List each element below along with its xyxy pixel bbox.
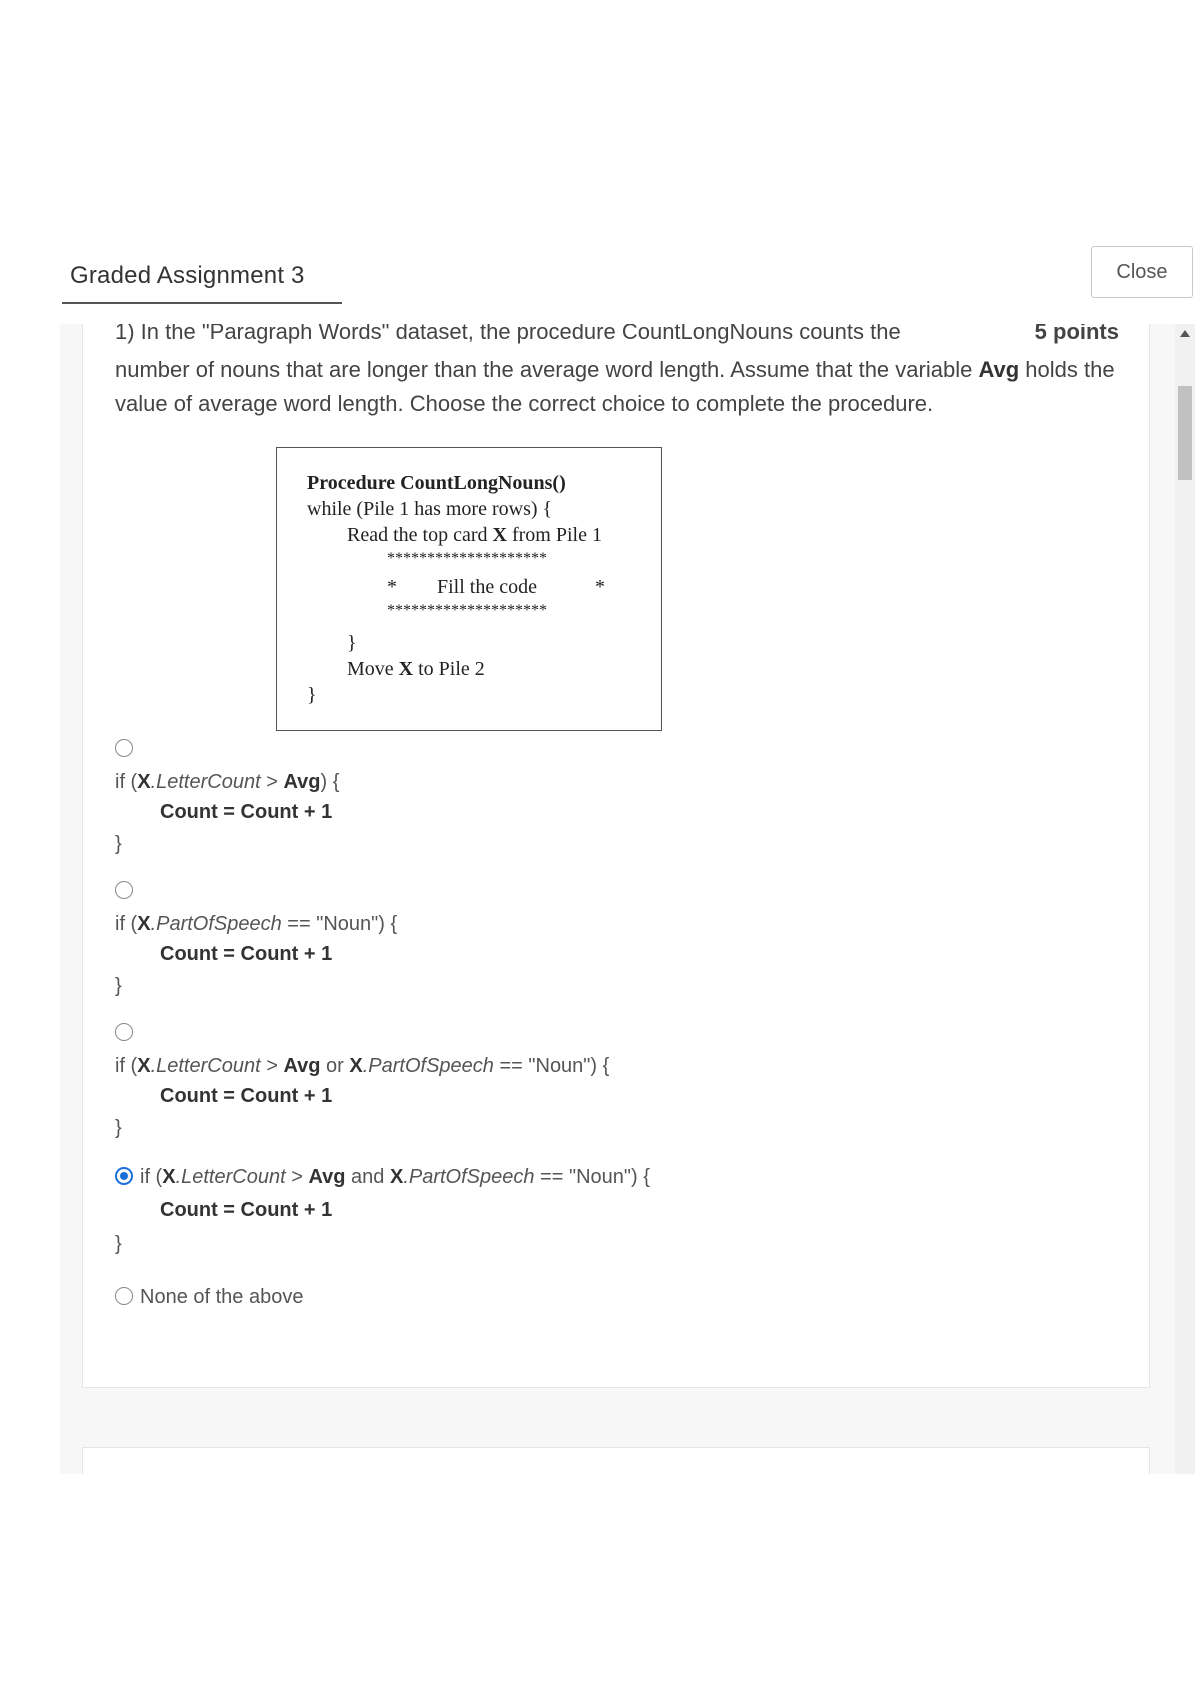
- opt3-or: or: [320, 1055, 350, 1077]
- opt1-x: X: [137, 771, 151, 793]
- procedure-box: [276, 447, 662, 731]
- scroll-thumb[interactable]: [1178, 386, 1192, 480]
- page-title: Graded Assignment 3: [70, 262, 305, 289]
- option-4-radio[interactable]: [115, 1167, 133, 1185]
- option-2-radio[interactable]: [115, 881, 133, 899]
- opt4-and: and: [345, 1166, 390, 1188]
- opt2-post: == "Noun") {: [281, 913, 398, 935]
- procedure-fill-right-star: *: [595, 576, 605, 598]
- opt2-x: X: [137, 913, 151, 935]
- move-line-text-end: to Pile 2: [413, 658, 485, 680]
- procedure-while-line: while (Pile 1 has more rows) {: [307, 498, 553, 520]
- opt4-x: X: [162, 1166, 176, 1188]
- modal-header: [0, 240, 1200, 322]
- title-underline: [62, 302, 342, 304]
- opt1-post: ) {: [320, 771, 340, 793]
- read-line-text: Read the top card: [347, 524, 493, 546]
- opt4-prop: .LetterCount: [175, 1166, 286, 1188]
- option-5-label[interactable]: None of the above: [140, 1286, 304, 1308]
- procedure-outer-close: }: [307, 684, 317, 706]
- opt1-prop: .LetterCount: [150, 771, 261, 793]
- opt3-post: == "Noun") {: [493, 1055, 610, 1077]
- scrollbar[interactable]: [1175, 324, 1195, 1474]
- close-button[interactable]: Close: [1091, 246, 1193, 298]
- option-1-line-1[interactable]: [115, 769, 339, 795]
- question-text-avg: Avg: [978, 357, 1020, 382]
- procedure-stars-bottom: ********************: [387, 602, 547, 619]
- option-4-line-1[interactable]: [140, 1164, 650, 1190]
- procedure-read-line: [347, 524, 602, 547]
- procedure-move-line: [347, 658, 485, 681]
- opt3-op: >: [260, 1055, 284, 1077]
- opt1-avg: Avg: [283, 771, 321, 793]
- option-4-line-2: Count = Count + 1: [160, 1199, 333, 1221]
- option-5-radio[interactable]: [115, 1287, 133, 1305]
- procedure-title: Procedure CountLongNouns(): [307, 472, 566, 494]
- read-line-x: X: [492, 524, 507, 546]
- move-line-x: X: [398, 658, 414, 680]
- opt4-x2: X: [389, 1166, 404, 1188]
- opt3-avg: Avg: [283, 1055, 321, 1077]
- opt2-prop: .PartOfSpeech: [150, 913, 282, 935]
- option-4-line-3: }: [115, 1233, 122, 1255]
- question-text-part2: holds the value of average word length. Choose the correct choice to complete the procedure.: [115, 357, 1115, 416]
- opt4-prop2: .PartOfSpeech: [403, 1166, 535, 1188]
- opt3-prop2: .PartOfSpeech: [362, 1055, 494, 1077]
- scroll-content[interactable]: [60, 324, 1175, 1474]
- question-text-part1: number of nouns that are longer than the average word length. Assume that the variable: [115, 357, 979, 382]
- opt3-x2: X: [349, 1055, 363, 1077]
- next-question-card: [82, 1447, 1150, 1474]
- opt4-op: >: [285, 1166, 309, 1188]
- opt3-if: if (: [115, 1055, 138, 1077]
- option-2-line-2: Count = Count + 1: [160, 943, 333, 965]
- question-number-line: 1) In the "Paragraph Words" dataset, the procedure CountLongNouns counts the: [115, 324, 901, 344]
- opt2-if: if (: [115, 913, 138, 935]
- opt1-op: >: [260, 771, 284, 793]
- option-2-line-3: }: [115, 975, 122, 997]
- points-label: 5 points: [1034, 324, 1119, 344]
- option-2-line-1[interactable]: [115, 911, 397, 937]
- opt4-avg: Avg: [308, 1166, 346, 1188]
- option-3-line-2: Count = Count + 1: [160, 1085, 333, 1107]
- option-1-line-2: Count = Count + 1: [160, 801, 333, 823]
- opt3-prop: .LetterCount: [150, 1055, 261, 1077]
- opt4-if: if (: [140, 1166, 163, 1188]
- question-text: [115, 353, 1115, 421]
- option-1-line-3: }: [115, 833, 122, 855]
- option-3-line-1[interactable]: [115, 1053, 609, 1079]
- scroll-up-arrow-icon[interactable]: [1180, 330, 1190, 337]
- procedure-fill-text: Fill the code: [437, 576, 537, 598]
- procedure-fill-left-star: *: [387, 576, 397, 598]
- opt4-post: == "Noun") {: [534, 1166, 650, 1188]
- opt3-x: X: [137, 1055, 151, 1077]
- option-1-radio[interactable]: [115, 739, 133, 757]
- opt1-if: if (: [115, 771, 138, 793]
- procedure-stars-top: ********************: [387, 550, 547, 567]
- read-line-text-end: from Pile 1: [506, 524, 602, 546]
- option-3-line-3: }: [115, 1117, 122, 1139]
- move-line-text: Move: [347, 658, 399, 680]
- question-card: [82, 324, 1150, 1388]
- option-3-radio[interactable]: [115, 1023, 133, 1041]
- procedure-inner-close: }: [347, 632, 357, 654]
